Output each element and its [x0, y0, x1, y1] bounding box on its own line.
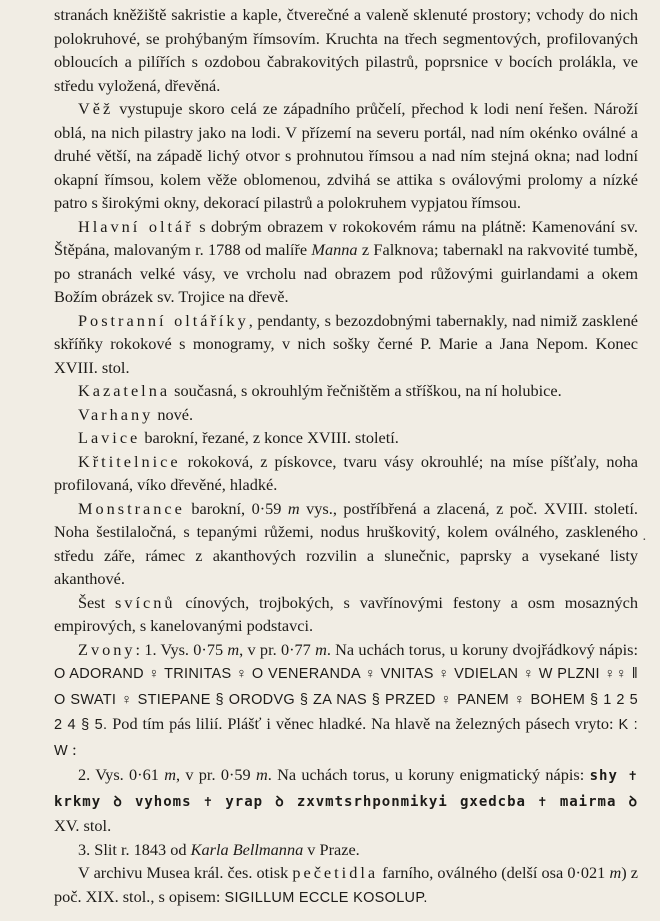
- term-seal: pečetidla: [292, 863, 379, 882]
- paragraph-seal: V archivu Musea král. čes. otisk pečetidla farního, oválného (delší osa 0·021 m) z poč. XIX. stol., s opisem: SIGILLUM ECCLE KOSOLUP.: [54, 863, 638, 906]
- paragraph-bell-2: 2. Vys. 0·61 m, v pr. 0·59 m. Na uchách torus, u koruny enigmatický nápis: shy ✝ krkmy ꝺ vyhoms ✝ yrap ꝺ zxvmtsrhponmikyi gxedcba ✝ mairma ꝺ XV. stol.: [54, 765, 638, 835]
- term-candlesticks: svícnů: [115, 592, 176, 612]
- paragraph-tower: Věž vystupuje skoro celá ze západního průčelí, přechod k lodi není řešen. Nároží oblá, na nich pilastry jako na lodi. V přízemí na severu portál, nad ním okénko oválné a druhé větší, na západě lichý otvor s prohnutou římsou a nad ním stejná okna; nad lodní okapní římsou, kolem věže oblomenou, zdvihá se attika s oválovými prolomy a nízké patro s širokými okny, dekorací pilastrů a polokruhem vypjatou římsou.: [54, 99, 638, 212]
- paragraph-bells: Zvony: 1. Vys. 0·75 m, v pr. 0·77 m. Na uchách torus, u koruny dvojřádkový nápis: O ADORAND ♀ TRINITAS ♀ O VENERANDA ♀ VNITAS ♀ VDIELAN ♀ W PLZNI ♀♀ ‖ O SWATI ♀ STIEPANE § ORODVG § ZA NAS § PRZED ♀ PANEM ♀ BOHEM § 1 2 5 2 4 § 5. Pod tím pás lilií. Plášť i věnec hladké. Na hlavě na železných pásech vryto: K : W :: [54, 639, 638, 759]
- paragraph-monstrance: Monstrance barokní, 0·59 m vys., postříbřená a zlacená, z poč. XVIII. století. Noha šestilaločná, s tepanými růžemi, nodus hruškovitý, kolem oválného, zaskleného středu záře, rámec z akanthových rozvilin a slunečnic, paprsky a vysekané listy akanthové.: [54, 498, 638, 588]
- term-tower: Věž: [78, 99, 114, 118]
- term-side-altars: Postranní oltáříky: [78, 310, 249, 330]
- term-pews: Lavice: [78, 428, 141, 447]
- paragraph-candlesticks: Šest svícnů cínových, trojbokých, s vavřínovými festony a osm mosazných empirových, s kanelovanými podstavci.: [54, 592, 639, 635]
- painter-name: Manna: [311, 240, 358, 259]
- term-bells: Zvony: [78, 639, 136, 659]
- founder-name: Karla Bellmanna: [190, 839, 304, 859]
- term-organ: Varhany: [78, 404, 154, 424]
- term-pulpit: Kazatelna: [78, 381, 171, 400]
- paragraph-side-altars: Postranní oltáříky, pendanty, s bezozdobnými tabernakly, nad nimiž zasklené skříňky rokokové s monogramy, v nich sošky černé P. Marie a Jana Nepom. Konec XVIII. stol.: [54, 310, 639, 377]
- paragraph-organ: Varhany nové.: [78, 404, 194, 424]
- paragraph-sanctuary: stranách kněžiště sakristie a kaple, čtverečné a valeně sklenuté prostory; vchody do nich polokruhové, se prohýbaným římsovím. Kruchta na třech segmentových, profilovaných obloucích a pilířích s ozdobou čabrakovitých pilastrů, poprsnice v bocích prolákla, ve středu vyložená, dřevěná.: [54, 5, 638, 95]
- term-font: Křtitelnice: [78, 451, 181, 471]
- term-monstrance: Monstrance: [78, 498, 185, 518]
- paragraph-bell-3: 3. Slit r. 1843 od Karla Bellmanna v Praze.: [78, 839, 360, 859]
- bell-mark: K : W: [54, 717, 638, 759]
- paragraph-pews: Lavice barokní, řezané, z konce XVIII. století.: [78, 428, 399, 447]
- seal-legend: SIGILLUM ECCLE KOSOLUP.: [224, 889, 428, 906]
- enigmatic-inscription: shy ✝ krkmy ꝺ vyhoms ✝ yrap ꝺ zxvmtsrhponmikyi gxedcba ✝ mairma ꝺ: [54, 768, 638, 810]
- paragraph-font: Křtitelnice rokoková, z pískovce, tvaru vásy okrouhlé; na míse píšťaly, noha profilovaná, víko dřevěné, hladké.: [54, 451, 638, 494]
- paragraph-pulpit: Kazatelna současná, s okrouhlým řečništěm a stříškou, na ní holubice.: [78, 381, 562, 400]
- margin-mark: ·: [642, 533, 647, 548]
- bell-inscription: O ADORAND ♀ TRINITAS ♀ O VENERANDA ♀ VNITAS ♀ VDIELAN ♀ W PLZNI ♀♀ ‖ O SWATI ♀ STIEPANE § ORODVG § ZA NAS § PRZED ♀ PANEM ♀ BOHEM § 1 2 5 2 4 § 5.: [54, 666, 638, 733]
- paragraph-main-altar: Hlavní oltář s dobrým obrazem v rokokovém rámu na plátně: Kamenování sv. Štěpána, malovaným r. 1788 od malíře Manna z Falknova; tabernakl na rakvovité tumbě, po stranách velké vásy, ve vrcholu nad obrazem pod růžovými guirlandami a okem Božím obrázek sv. Trojice na dřevě.: [54, 216, 638, 306]
- term-main-altar: Hlavní oltář: [78, 216, 194, 236]
